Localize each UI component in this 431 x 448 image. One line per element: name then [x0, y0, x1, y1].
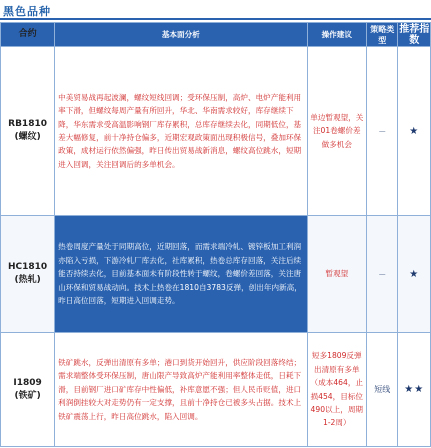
- analysis-cell: 中美贸易战再起波澜，螺纹短线回调；受环保压制，高炉、电炉产能利用率下滑，但螺纹每周产量有所回升，华北、华南需求较好，库存继续下降，华东需求受高温影响钢厂库存累积，总库存继续去化，同期低位，基差大幅修复，前十净持仓偏多，近期宏观政策面出现积极信号，叠加环保政策，成材运行依然偏强，昨日传出贸易战新消息，螺纹高位跳水，短期进入回调，关注回调后的多单机会。: [55, 47, 307, 216]
- contract-name: (铁矿): [14, 390, 41, 401]
- header-advice: 操作建议: [307, 23, 367, 47]
- contract-code: HC1810: [7, 262, 48, 272]
- rating-cell: [398, 333, 431, 447]
- strategy-table: [0, 22, 431, 447]
- contract-code: I1809: [13, 377, 42, 388]
- strategy-value: －: [378, 126, 387, 136]
- header-rating: 推荐指数: [399, 23, 430, 46]
- table-row: [1, 216, 431, 333]
- contract-cell: [1, 47, 55, 216]
- table-row: [1, 47, 431, 216]
- contract-cell: [1, 216, 55, 333]
- contract-name: (螺纹): [14, 132, 41, 142]
- strategy-value: 短线: [374, 385, 391, 394]
- rating-stars: ★★: [404, 384, 425, 395]
- table-row: [1, 333, 431, 447]
- table-header-row: [1, 23, 431, 47]
- section-title: 黑色品种: [3, 5, 51, 18]
- strategy-cell: [367, 333, 398, 447]
- contract-cell: [1, 333, 55, 447]
- advice-cell: 暂观望: [307, 216, 367, 333]
- strategy-cell: [367, 216, 398, 333]
- title-underline: [0, 18, 431, 20]
- header-contract: 合约: [1, 23, 55, 47]
- contract-code: RB1810: [8, 119, 47, 129]
- advice-cell: 短多1809反弹出清原有多单（成本464，止损454，目标位490以上，周期1-2周）: [307, 333, 367, 447]
- header-analysis: 基本面分析: [55, 23, 307, 47]
- advice-cell: 单边暂观望，关注01卷螺价差做多机会: [307, 47, 367, 216]
- header-strategy: 策略类型: [367, 23, 398, 47]
- strategy-value: －: [378, 269, 387, 279]
- strategy-cell: [367, 47, 398, 216]
- rating-cell: [398, 216, 431, 333]
- contract-name: (热轧): [14, 275, 41, 285]
- rating-stars: ★: [409, 268, 420, 280]
- rating-cell: [398, 47, 431, 216]
- rating-stars: ★: [409, 125, 420, 137]
- analysis-cell: 热卷周度产量处于同期高位，近期回落，而需求端冷轧、镀锌板加工利润亦陷入亏损，下游冷轧厂库去化，社库累积，热卷总库存回落，关注后续能否持续去化，目前基本面未有阶段性转于螺纹，卷螺价差回落，关注唐山环保和贸易战动向。技术上热卷在1810自3783反弹，创出年内新高，昨日高位回落，短期进入回调走势。: [55, 216, 307, 333]
- analysis-cell: 铁矿跳水，反弹出清原有多单；港口到货开始回升，供应阶段回落终结；需求端整体受环保压制，唐山限产导致高炉产能利用率整体走低，日耗下滑，目前钢厂进口矿库存中性偏低，补库意愿不强；但人民币贬值，进口利润倒挂较大对走势仍有一定支撑，且前十净持仓已被多头占据。技术上铁矿震荡上行，昨日高位跳水，陷入回调。: [55, 333, 307, 447]
